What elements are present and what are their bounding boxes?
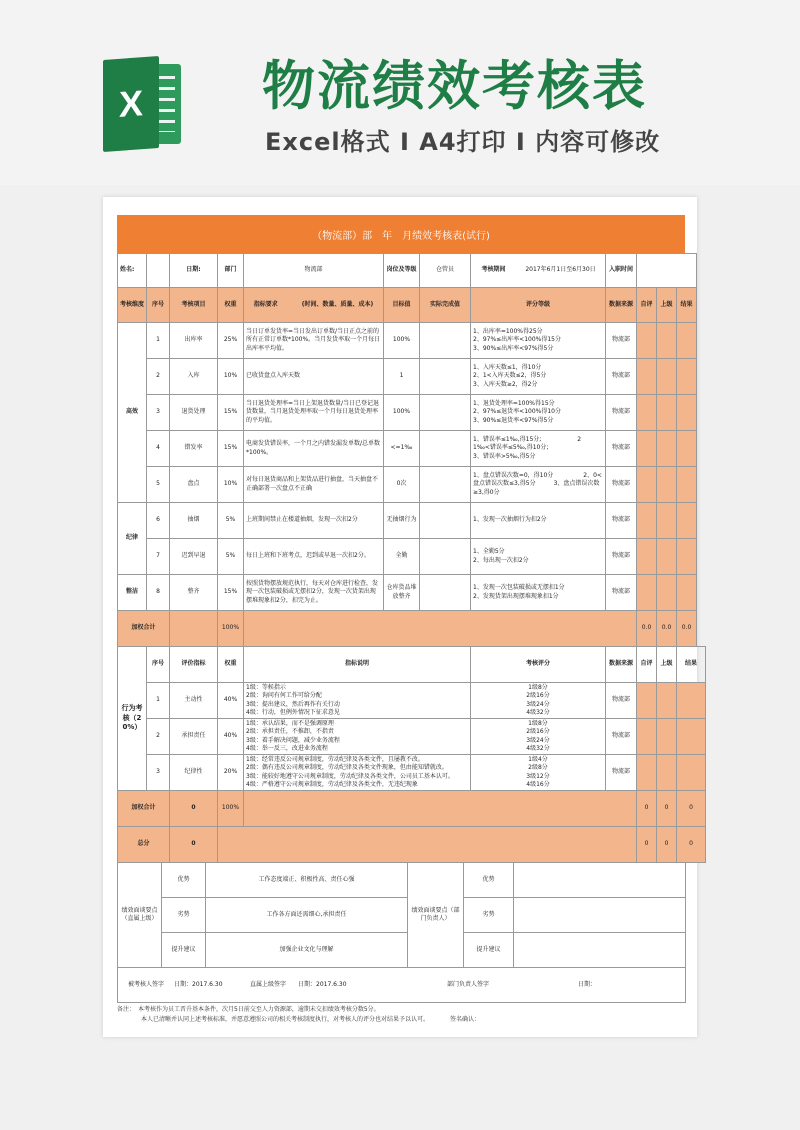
beh-row-2	[118, 719, 706, 755]
name-label: 姓名:	[118, 254, 147, 288]
perf-actual[interactable]	[420, 395, 471, 431]
beh-desc: 1级：等候指示 2级：询问有何工作可给分配 3级：提出建议，然后再作有关行动 4级：行动，但例外情况下征求意见	[244, 683, 471, 719]
beh-self[interactable]	[637, 683, 657, 719]
position-label: 岗位及等级	[384, 254, 420, 288]
col-actual: 实际完成值	[420, 288, 471, 323]
review-weakness-right-label: 劣势	[464, 898, 514, 933]
grand-total-supervisor: 0	[657, 827, 677, 863]
perf-grade: 1、全勤5分 2、每出现一次扣2分	[471, 539, 606, 575]
perf-result[interactable]	[677, 359, 697, 395]
perf-actual[interactable]	[420, 575, 471, 611]
entry-value[interactable]	[637, 254, 697, 288]
beh-no: 2	[147, 719, 170, 755]
perf-result[interactable]	[677, 467, 697, 503]
perf-actual[interactable]	[420, 503, 471, 539]
perf-row	[118, 323, 697, 359]
perf-weight: 15%	[218, 575, 244, 611]
perf-no: 5	[147, 467, 170, 503]
perf-weight: 15%	[218, 395, 244, 431]
perf-result[interactable]	[677, 539, 697, 575]
perf-no: 8	[147, 575, 170, 611]
perf-no: 1	[147, 323, 170, 359]
date-label: 日期:	[170, 254, 218, 288]
perf-actual[interactable]	[420, 467, 471, 503]
review-suggest-right-label: 提升建议	[464, 933, 514, 968]
review-weakness-left[interactable]: 工作各方面还需细心,承担责任	[206, 898, 408, 933]
sheet	[103, 197, 697, 1037]
col-supervisor: 上级	[657, 288, 677, 323]
perf-supervisor[interactable]	[657, 359, 677, 395]
note-line-1: 备注： 本考核作为员工晋升基本条件，次月5日前交至人力资源部，逾期未交扣绩效考核分数5分。	[117, 1006, 380, 1013]
beh-weight: 40%	[218, 683, 244, 719]
sig-dept-head-label: 部门负责人签字	[446, 980, 489, 988]
perf-total-span	[244, 611, 637, 647]
col-item: 考核项目	[170, 288, 218, 323]
sig-date1[interactable]: 日期：2017.6.30	[174, 980, 223, 988]
grand-total-self: 0	[637, 827, 657, 863]
perf-target: 全勤	[384, 539, 420, 575]
beh-col-score: 考核评分	[471, 647, 606, 683]
name-value[interactable]	[147, 254, 170, 288]
beh-total-row	[118, 791, 706, 827]
logo-letter: X	[103, 56, 159, 152]
review-suggest-label: 提升建议	[162, 933, 206, 968]
perf-grade: 1、发现一次包装破损或无摆扣1分 2、发现货架出现摆堆现象扣1分	[471, 575, 606, 611]
perf-target: 仓库货品堆放整齐	[384, 575, 420, 611]
perf-body	[118, 323, 697, 611]
col-source: 数据来源	[606, 288, 637, 323]
perf-no: 7	[147, 539, 170, 575]
perf-supervisor[interactable]	[657, 575, 677, 611]
perf-requirement: 对每日退货商品和上架货品进行抽盘，当天抽盘不正确部署一次盘点不正确	[244, 467, 384, 503]
col-requirement: 指标要求 (时间、数量、质量、成本)	[244, 288, 384, 323]
beh-score: 1级4分 2级8分 3级12分 4级16分	[471, 755, 606, 791]
perf-row	[118, 395, 697, 431]
perf-supervisor[interactable]	[657, 323, 677, 359]
perf-self[interactable]	[637, 503, 657, 539]
review-weakness-right[interactable]	[514, 898, 686, 933]
perf-item: 入库	[170, 359, 218, 395]
grand-total-span	[218, 827, 637, 863]
perf-item: 盘点	[170, 467, 218, 503]
perf-grade: 1、盘点错误次数=0，得10分 2、0<盘点错误次数≤3,得5分 3、盘点错误次数≥3,得0分	[471, 467, 606, 503]
perf-total-result: 0.0	[677, 611, 697, 647]
sig-date3[interactable]: 日期：	[578, 980, 597, 988]
notes	[117, 1005, 685, 1024]
review-strength-label: 优势	[162, 863, 206, 898]
dept-label: 部门	[218, 254, 244, 288]
beh-total-result: 0	[677, 791, 706, 827]
perf-total-self: 0.0	[637, 611, 657, 647]
perf-source: 物流部	[606, 431, 637, 467]
beh-row-3	[118, 755, 706, 791]
grand-total-result: 0	[677, 827, 706, 863]
perf-no: 3	[147, 395, 170, 431]
behavior-table	[117, 646, 706, 863]
col-weight: 权重	[218, 288, 244, 323]
perf-target: 0次	[384, 467, 420, 503]
beh-col-no: 序号	[147, 647, 170, 683]
perf-supervisor[interactable]	[657, 395, 677, 431]
perf-target: <=1‰	[384, 431, 420, 467]
perf-grade: 1、错误率≤1‰,得15分; 2 1‰<错误率≤5‰,得10分; 3、错误率>5‰,得5分	[471, 431, 606, 467]
perf-requirement: 按照货物摆放规范执行，每天对仓库进行检查，发现一次包装破损或无摆扣2分，发现一次货架出现摆堆现象扣2分，扣完为止。	[244, 575, 384, 611]
perf-weight: 5%	[218, 539, 244, 575]
beh-no: 3	[147, 755, 170, 791]
sig-appraisee-label: 被考核人签字	[127, 980, 164, 988]
dept-value[interactable]: 物流部	[244, 254, 384, 288]
perf-weight: 10%	[218, 467, 244, 503]
perf-target: 100%	[384, 323, 420, 359]
review-table	[117, 862, 686, 1003]
beh-col-item: 评价指标	[170, 647, 218, 683]
review-row-weakness	[118, 898, 686, 933]
excel-logo-icon	[103, 58, 181, 150]
perf-source: 物流部	[606, 575, 637, 611]
beh-total-supervisor: 0	[657, 791, 677, 827]
beh-supervisor[interactable]	[657, 683, 677, 719]
perf-row	[118, 575, 697, 611]
perf-actual[interactable]	[420, 431, 471, 467]
perf-total-label: 加权合计	[118, 611, 170, 647]
perf-row	[118, 539, 697, 575]
beh-score: 1级8分 2级16分 3级24分 4级32分	[471, 719, 606, 755]
perf-target: 无抽烟行为	[384, 503, 420, 539]
perf-target: 100%	[384, 395, 420, 431]
col-result: 结果	[677, 288, 697, 323]
beh-item: 主动性	[170, 683, 218, 719]
beh-header-row	[118, 647, 706, 683]
beh-score: 1级8分 2级16分 3级24分 4级32分	[471, 683, 606, 719]
perf-self[interactable]	[637, 395, 657, 431]
perf-item: 退货处理	[170, 395, 218, 431]
sheet-banner: （物流部）部 年 月绩效考核表(试行)	[117, 215, 685, 253]
col-no: 序号	[147, 288, 170, 323]
beh-weight: 20%	[218, 755, 244, 791]
perf-requirement: 上班期间禁止在楼道抽烟，发现一次扣2分	[244, 503, 384, 539]
beh-col-weight: 权重	[218, 647, 244, 683]
perf-dimension: 纪律	[118, 503, 147, 575]
perf-row	[118, 467, 697, 503]
beh-total-span	[244, 791, 637, 827]
beh-supervisor[interactable]	[657, 755, 677, 791]
review-weakness-label: 劣势	[162, 898, 206, 933]
signature-row	[118, 968, 686, 1003]
perf-self[interactable]	[637, 575, 657, 611]
review-suggest-right[interactable]	[514, 933, 686, 968]
grand-total-row	[118, 827, 706, 863]
perf-requirement: 已收货盘点入库天数	[244, 359, 384, 395]
perf-grade: 1、退货处理率=100%得15分 2、97%≤退货率<100%得10分 3、90%≤退货率<97%得5分	[471, 395, 606, 431]
perf-source: 物流部	[606, 503, 637, 539]
perf-source: 物流部	[606, 323, 637, 359]
position-value[interactable]: 仓管员	[420, 254, 471, 288]
beh-desc: 1级：承认结果，而不是强调原理 2级：承担责任，不推卸，不指责 3级：着手解决问题，减少业务流程 4级：举一反三，改进业务流程	[244, 719, 471, 755]
perf-dimension: 整洁	[118, 575, 147, 611]
signature-cell	[118, 968, 686, 1003]
perf-no: 6	[147, 503, 170, 539]
beh-total-score: 0	[170, 791, 218, 827]
perf-target: 1	[384, 359, 420, 395]
perf-total-blank	[170, 611, 218, 647]
period-label: 考核期间	[481, 266, 506, 274]
perf-weight: 5%	[218, 503, 244, 539]
col-grade: 评分等级	[471, 288, 606, 323]
perf-weight: 25%	[218, 323, 244, 359]
grand-total-score: 0	[170, 827, 218, 863]
perf-supervisor[interactable]	[657, 539, 677, 575]
perf-source: 物流部	[606, 539, 637, 575]
perf-weight: 10%	[218, 359, 244, 395]
perf-source: 物流部	[606, 395, 637, 431]
perf-item: 整齐	[170, 575, 218, 611]
beh-result[interactable]	[677, 683, 706, 719]
review-suggest-left[interactable]: 加强企业文化与理解	[206, 933, 408, 968]
perf-self[interactable]	[637, 467, 657, 503]
perf-header-row	[118, 288, 697, 323]
review-left-label: 绩效面谈要点（直属上级）	[118, 863, 162, 968]
beh-weight: 40%	[218, 719, 244, 755]
beh-dimension: 行为考核（20%）	[118, 647, 147, 791]
perf-supervisor[interactable]	[657, 431, 677, 467]
perf-source: 物流部	[606, 359, 637, 395]
page-title: 物流绩效考核表	[262, 56, 647, 117]
perf-result[interactable]	[677, 395, 697, 431]
perf-actual[interactable]	[420, 539, 471, 575]
perf-self[interactable]	[637, 539, 657, 575]
perf-item: 抽烟	[170, 503, 218, 539]
period-value[interactable]: 2017年6月1日至6月30日	[525, 266, 596, 274]
perf-row	[118, 359, 697, 395]
review-strength-right[interactable]	[514, 863, 686, 898]
performance-table	[117, 253, 697, 647]
perf-row	[118, 503, 697, 539]
beh-item: 承担责任	[170, 719, 218, 755]
perf-supervisor[interactable]	[657, 503, 677, 539]
review-row-strength	[118, 863, 686, 898]
beh-col-desc: 指标说明	[244, 647, 471, 683]
entry-label: 入职时间	[606, 254, 637, 288]
beh-total-weight: 100%	[218, 791, 244, 827]
review-row-suggest	[118, 933, 686, 968]
beh-total-label: 加权合计	[118, 791, 170, 827]
perf-result[interactable]	[677, 575, 697, 611]
beh-col-supervisor: 上级	[657, 647, 677, 683]
header	[0, 0, 800, 185]
beh-supervisor[interactable]	[657, 719, 677, 755]
perf-dimension: 高效	[118, 323, 147, 503]
beh-total-self: 0	[637, 791, 657, 827]
beh-desc: 1级：经常违反公司规章制度，劳动纪律及各类文件，且屡教不改。 2级：偶有违反公司规章制度，劳动纪律及各类文件现象，但由能知错就改。 3级：能较好地遵守公司规章制度，劳动纪律及各类文件，公司员工基本认可。 4级：严格遵守公司规章制度，劳动纪律及各类文件，无违纪现象	[244, 755, 471, 791]
beh-no: 1	[147, 683, 170, 719]
beh-col-self: 自评	[637, 647, 657, 683]
col-self: 自评	[637, 288, 657, 323]
grand-total-label: 总分	[118, 827, 170, 863]
perf-no: 2	[147, 359, 170, 395]
beh-self[interactable]	[637, 755, 657, 791]
perf-grade: 1、入库天数≤1，得10分 2、1<入库天数≤2，得5分 3、入库天数≥2，得2分	[471, 359, 606, 395]
perf-actual[interactable]	[420, 323, 471, 359]
page-subtitle: Excel格式 I A4打印 I 内容可修改	[265, 128, 661, 156]
perf-source: 物流部	[606, 467, 637, 503]
perf-requirement: 当日订单发货率=当日发出订单数/当日正点之前的所有正常订单数*100%。当月发货率取一个月每日出库率平均值。	[244, 323, 384, 359]
beh-result[interactable]	[677, 755, 706, 791]
beh-source: 物流部	[606, 683, 637, 719]
perf-self[interactable]	[637, 323, 657, 359]
review-strength-right-label: 优势	[464, 863, 514, 898]
note-line-2: 本人已清晰并认同上述考核标准，并愿意遵照公司的相关考核制度执行，对考核人的评分也对结果予以认可。 签名确认：	[117, 1015, 481, 1023]
perf-actual[interactable]	[420, 359, 471, 395]
perf-requirement: 电商发货错误率，一个月之内错发漏发单数/总单数*100%。	[244, 431, 384, 467]
perf-result[interactable]	[677, 323, 697, 359]
perf-grade: 1、发现一次抽烟行为扣2分	[471, 503, 606, 539]
sig-date2[interactable]: 日期：2017.6.30	[298, 980, 347, 988]
perf-total-row	[118, 611, 697, 647]
beh-item: 纪律性	[170, 755, 218, 791]
beh-source: 物流部	[606, 755, 637, 791]
period-cell	[471, 254, 606, 288]
perf-self[interactable]	[637, 359, 657, 395]
perf-result[interactable]	[677, 503, 697, 539]
col-target: 目标值	[384, 288, 420, 323]
beh-source: 物流部	[606, 719, 637, 755]
perf-item: 错发率	[170, 431, 218, 467]
col-dimension: 考核维度	[118, 288, 147, 323]
perf-grade: 1、出库率=100%得25分 2、97%≤出库率<100%得15分 3、90%≤出库率<97%得5分	[471, 323, 606, 359]
beh-row-1	[118, 683, 706, 719]
beh-self[interactable]	[637, 719, 657, 755]
perf-supervisor[interactable]	[657, 467, 677, 503]
perf-self[interactable]	[637, 431, 657, 467]
beh-col-source: 数据来源	[606, 647, 637, 683]
info-row	[118, 254, 697, 288]
perf-total-weight: 100%	[218, 611, 244, 647]
perf-requirement: 每日上班和下班考点，迟到或早退一次扣2分。	[244, 539, 384, 575]
sig-supervisor-label: 直属上级签字	[249, 980, 286, 988]
perf-item: 出库率	[170, 323, 218, 359]
review-right-label: 绩效面谈要点（部门负责人）	[408, 863, 464, 968]
perf-weight: 15%	[218, 431, 244, 467]
beh-result[interactable]	[677, 719, 706, 755]
perf-item: 迟到早退	[170, 539, 218, 575]
beh-col-result: 结果	[677, 647, 706, 683]
perf-requirement: 当日退货处理率=当日上架退货数量/当日已登记退货数量，当月退货处理率取一个月每日退货处理率的平均值。	[244, 395, 384, 431]
perf-row	[118, 431, 697, 467]
perf-no: 4	[147, 431, 170, 467]
review-strength-left[interactable]: 工作态度端正、积极性高、责任心强	[206, 863, 408, 898]
perf-result[interactable]	[677, 431, 697, 467]
perf-total-supervisor: 0.0	[657, 611, 677, 647]
